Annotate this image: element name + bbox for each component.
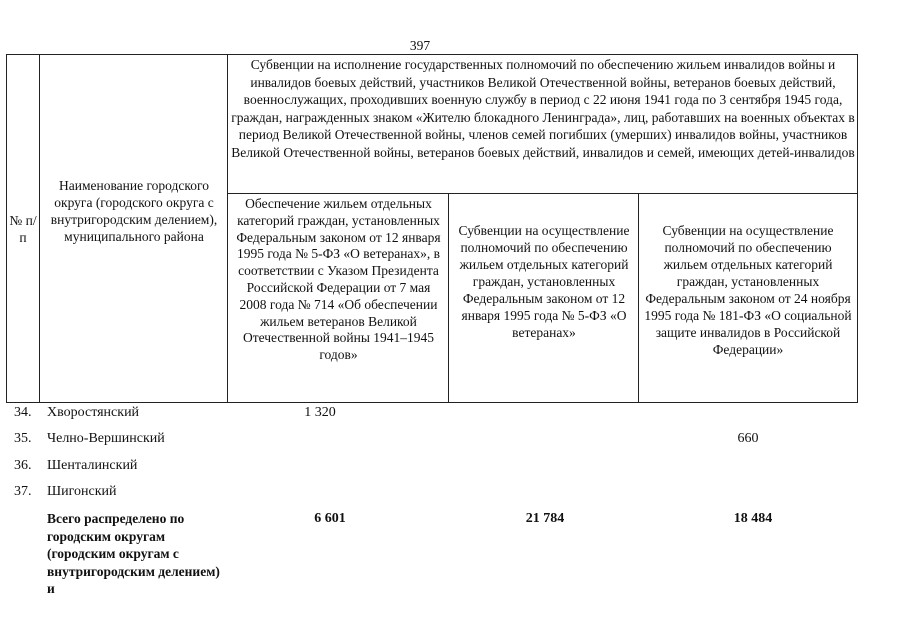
row-number: 34.: [14, 405, 32, 420]
row-number: 37.: [14, 484, 32, 499]
total-value-2: 21 784: [525, 511, 565, 526]
col-divider-2: [227, 54, 228, 403]
total-label: Всего распределено по городским округам (городским округам с внутригородским делением) и: [47, 511, 220, 596]
table-top-border: [6, 54, 858, 55]
col-divider-1: [39, 54, 40, 403]
header-col-name: Наименование городского округа (городского округа с внутригородским делением), муниципального района: [50, 178, 218, 244]
total-value-3: 18 484: [733, 511, 773, 526]
header-col-number: № п/п: [9, 213, 37, 245]
right-border: [857, 54, 858, 403]
row-value-3: 660: [737, 431, 759, 446]
row-number: 35.: [14, 431, 32, 446]
col-divider-4: [638, 193, 639, 403]
row-name: Шенталинский: [47, 458, 138, 473]
subheader-divider: [227, 193, 858, 194]
page-number: 397: [409, 38, 431, 53]
header-bottom-border: [6, 402, 858, 403]
row-name: Хворостянский: [47, 405, 140, 420]
header-sub2: Субвенции на осуществление полномочий по обеспечению жильем отдельных категорий граждан, установленных Федеральным законом от 12 января 1995 года № 5-ФЗ «О ветеранах»: [458, 223, 630, 340]
row-name: Шигонский: [47, 484, 117, 499]
total-value-1: 6 601: [314, 511, 346, 526]
col-divider-3: [448, 193, 449, 403]
header-sub3: Субвенции на осуществление полномочий по обеспечению жильем отдельных категорий граждан, установленных Федеральным законом от 24 ноября 1995 года № 181-ФЗ «О социальной защите инвалидов в Российской Федерации»: [644, 223, 852, 357]
row-value-1: 1 320: [304, 405, 336, 420]
header-sub1: Обеспечение жильем отдельных категорий граждан, установленных Федеральным законом от 12 января 1995 года № 5-ФЗ «О ветеранах», в соответствии с Указом Президента Российской Федерации от 7 мая 2008 года № 714 «Об обеспечении жильем ветеранов Великой Отечественной войны 1941–1945 годов»: [236, 196, 441, 363]
header-group-title: Субвенции на исполнение государственных полномочий по обеспечению жильем инвалидов войны и инвалидов боевых действий, участников Великой Отечественной войны, ветеранов боевых действий, военнослужащих, проходивших военную службу в период с 22 июня 1941 года по 3 сентября 1945 года, граждан, награжденных знаком «Жителю блокадного Ленинграда», лиц, работавших на военных объектах в период Великой Отечественной войны, членов семей погибших (умерших) инвалидов войны, участников Великой Отечественной войны, ветеранов боевых действий, инвалидов и семей, имеющих детей-инвалидов: [231, 57, 855, 160]
row-number: 36.: [14, 458, 32, 473]
row-name: Челно-Вершинский: [47, 431, 165, 446]
